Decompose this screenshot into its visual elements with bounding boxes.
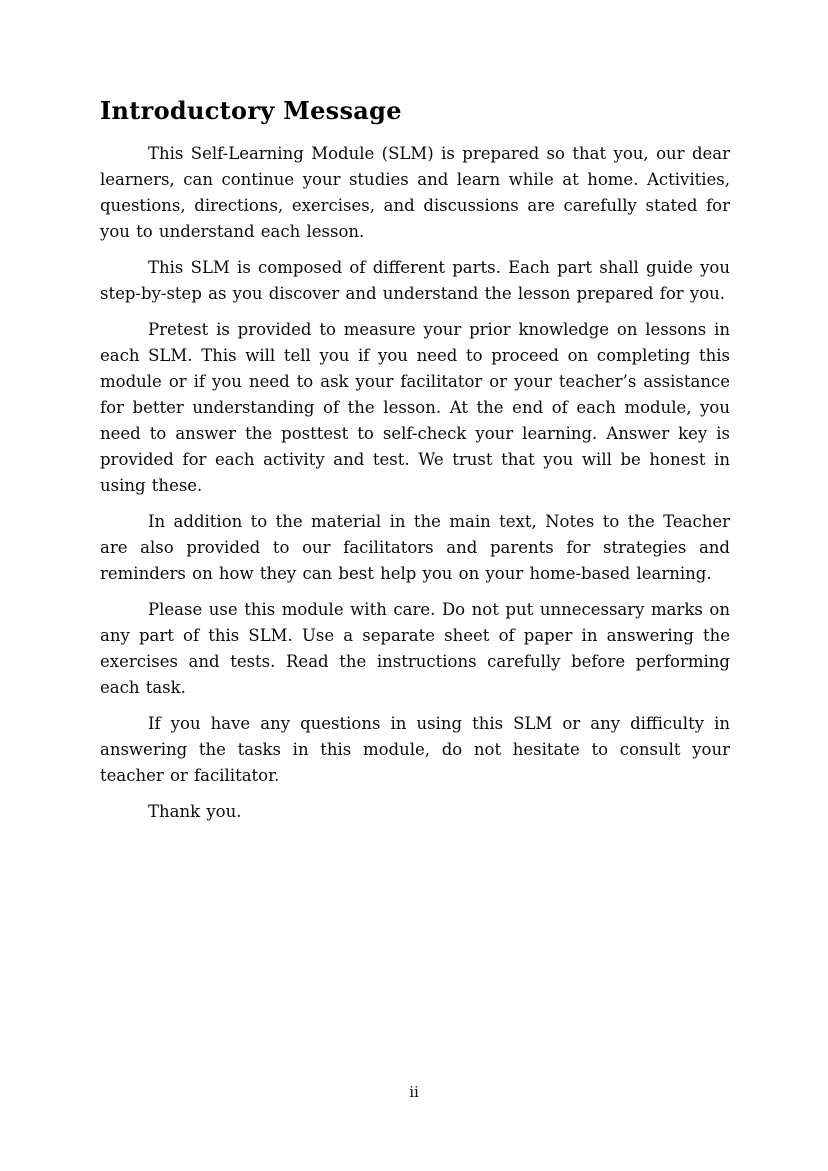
paragraph-module-care: Please use this module with care. Do not put unnecessary marks on any part of this SLM. Use a separate sheet of paper in answering the exercises and tests. Read the instructions carefully before performing each task.	[100, 600, 730, 697]
paragraph-intro: This Self-Learning Module (SLM) is prepared so that you, our dear learners, can continue your studies and learn while at home. Activities, questions, directions, exercises, and discussions are carefully stated for you to understand each lesson.	[100, 144, 730, 241]
paragraph-pretest: Pretest is provided to measure your prior knowledge on lessons in each SLM. This will tell you if you need to proceed on completing this module or if you need to ask your facilitator or your teacher’s assistance for better understanding of the lesson. At the end of each module, you need to answer the posttest to self-check your learning. Answer key is provided for each activity and test. We trust that you will be honest in using these.	[100, 320, 730, 495]
document-content	[100, 96, 730, 825]
paragraph-questions: If you have any questions in using this SLM or any difficulty in answering the tasks in this module, do not hesitate to consult your teacher or facilitator.	[100, 714, 730, 785]
page-title: Introductory Message	[100, 96, 402, 125]
paragraph-slm-parts: This SLM is composed of different parts. Each part shall guide you step-by-step as you discover and understand the lesson prepared for you.	[100, 258, 730, 303]
paragraph-notes-to-teacher: In addition to the material in the main text, Notes to the Teacher are also provided to our facilitators and parents for strategies and reminders on how they can best help you on your home-based learning.	[100, 512, 730, 583]
paragraph-thank-you: Thank you.	[148, 802, 242, 821]
page-number: ii	[409, 1083, 419, 1101]
